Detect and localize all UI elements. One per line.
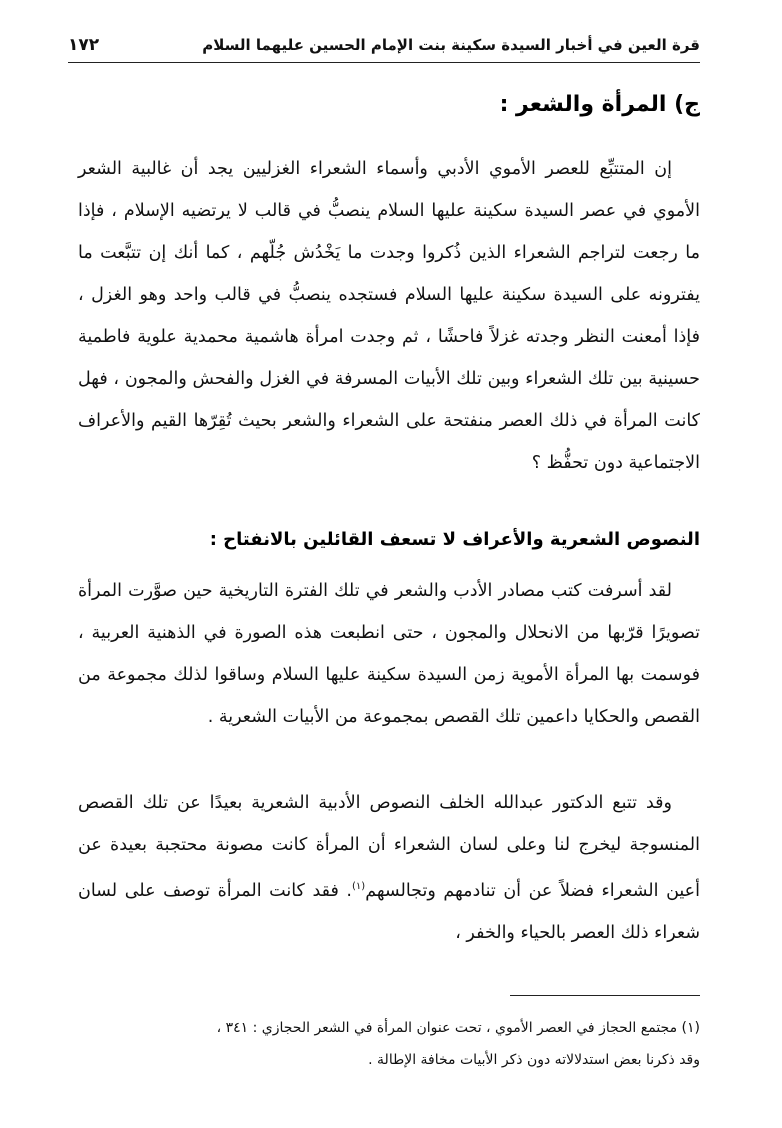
body-paragraph: إن المتتبِّع للعصر الأموي الأدبي وأسماء الشعراء الغزليين يجد أن غالبية الشعر الأموي في عصر السيدة سكينة عليها السلام ينصبُّ في قالب لا يرتضيه الإسلام ، فإذا ما رجعت لتراجم الشعراء الذين ذُكروا وجدت ما يَخْدُش جُلّهم ، كما أنك إن تتبَّعت ما يفترونه على السيدة سكينة عليها السلام فستجده ينصبُّ في قالب واحد وهو الغزل ، فإذا أمعنت النظر وجدته غزلاً فاحشًا ، ثم وجدت امرأة هاشمية محمدية علوية فاطمية حسينية بين تلك الشعراء وبين تلك الأبيات المسرفة في الغزل والفحش والمجون ، فهل كانت المرأة في ذلك العصر منفتحة على الشعراء والشعر بحيث تُقِرّها القيم والأعراف الاجتماعية دون تحفُّظ ؟	[78, 159, 700, 473]
page-number: ١٧٢	[68, 35, 100, 55]
footnote-line: (١) مجتمع الحجاز في العصر الأموي ، تحت عنوان المرأة في الشعر الحجازي : ٣٤١ ،	[216, 1020, 700, 1036]
body-paragraph	[78, 782, 700, 954]
body-paragraph: لقد أسرفت كتب مصادر الأدب والشعر في تلك الفترة التاريخية حين صوَّرت المرأة تصويرًا قرّبها من الانحلال والمجون ، حتى انطبعت هذه الصورة في الذهنية العربية ، فوسمت بها المرأة الأموية زمن السيدة سكينة عليها السلام وساقوا لذلك مجموعة من القصص والحكايا داعمين تلك القصص بمجموعة من الأبيات الشعرية .	[78, 581, 700, 727]
footnote	[78, 1012, 700, 1076]
section-heading-poetic-texts: النصوص الشعرية والأعراف لا تسعف القائلين بالانفتاح :	[209, 529, 700, 550]
paragraph-text: وقد تتبع الدكتور عبدالله الخلف النصوص الأدبية الشعرية بعيدًا عن تلك القصص المنسوجة ليخرج لنا وعلى لسان الشعراء أن المرأة كانت مصونة محتجبة بعيدة عن أعين الشعراء فضلاً عن أن تنادمهم وتجالسهم	[78, 793, 700, 901]
paragraph-text: . فقد كانت المرأة توصف على لسان شعراء ذلك العصر بالحياء والخفر ،	[78, 880, 700, 943]
footnote-marker: (١)	[352, 881, 366, 892]
footnote-divider	[510, 995, 700, 996]
page-header	[68, 28, 700, 63]
footnote-line: وقد ذكرنا بعض استدلالاته دون ذكر الأبيات مخافة الإطالة .	[368, 1052, 700, 1068]
running-title: قرة العين في أخبار السيدة سكينة بنت الإمام الحسين عليهما السلام	[202, 36, 700, 54]
section-heading-women-poetry: ج) المرأة والشعر :	[499, 92, 700, 117]
